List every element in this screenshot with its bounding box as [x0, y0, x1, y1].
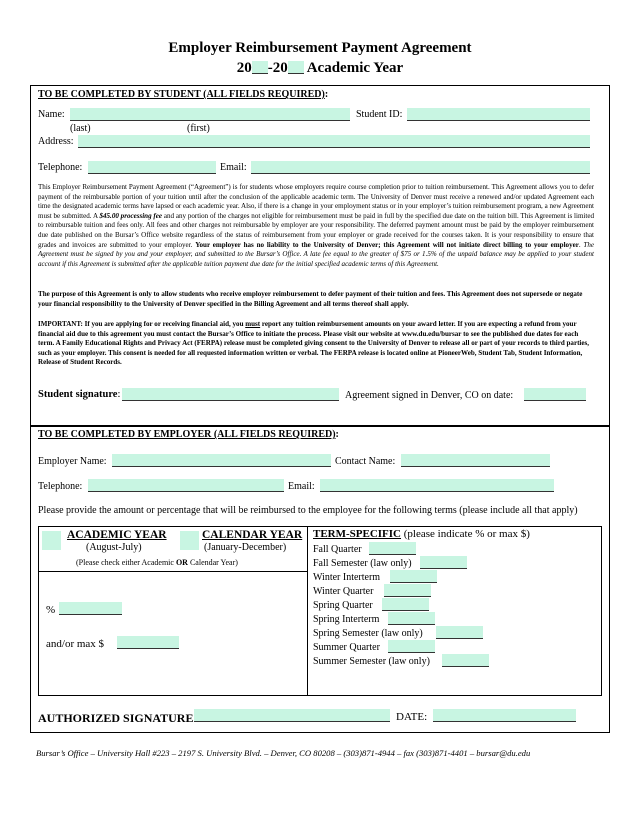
authorized-signature-label: AUTHORIZED SIGNATURE [38, 711, 194, 725]
term-row-winter-interterm: Winter Interterm [313, 572, 381, 583]
term-row-spring-interterm: Spring Interterm [313, 614, 380, 625]
year-check-note: (Please check either Academic OR Calendar Year) [76, 558, 238, 567]
term-specific-heading: TERM-SPECIFIC (please indicate % or max $) [313, 528, 530, 540]
fall-semester-field[interactable] [420, 556, 467, 569]
spring-quarter-field[interactable] [382, 598, 429, 611]
year-header-divider [38, 571, 308, 572]
term-row-fall-quarter: Fall Quarter [313, 544, 362, 555]
purpose-paragraph: The purpose of this Agreement is only to allow students who receive employer reimbursement to defer payment of their tuition and fees. This Agreement does not supersede or negate your financial responsibility to the University of Denver specified in the Billing Agreement and all terms thereof shall apply. [38, 290, 583, 308]
signed-date-field[interactable] [524, 388, 586, 401]
annual-percent-field[interactable] [59, 602, 122, 615]
student-telephone-field[interactable] [88, 161, 216, 174]
agreement-paragraph: This Employer Reimbursement Payment Agreement (“Agreement”) is for students whose employers require course completion prior to tuition reimbursement. This Agreement allows you to defer payment of the reimbursable portion of your tuition until after the conclusion of the applicable academic term. The University of Denver must receive a renewed and/or updated Agreement each time the designated academic terms have lapsed or each academic year. Also, if there is a change in your employment status or in your employer’s tuition reimbursement program, a new Agreement must be submitted. A $45.00 processing fee and any portion of the charges not eligible for reimbursement must be paid in full by the specified due date on the tuition bill. This Agreement is limited to reimbursable tuition and fees only. All fees and other charges not reimbursable by employer are your responsibility. The deferred payment amount must be paid by the employer reimbursement due date published on the Bursar’s Office website regardless of the status of reimbursement from your employer or grade received for the courses taken. It is your responsibility to ensure that grades and invoices are submitted to your employer. Your employer has no liability to the University of Denver; this Agreement will not initiate direct billing to your employer. The Agreement must be signed by you and your employer, and submitted to the Bursar’s Office. A late fee equal to the greater of $75 or 1.5% of the unpaid balance may be applied to your student account if this Agreement is submitted after the applicable tuition payment due date for the initial specified academic terms of this Agreement. [38, 183, 594, 268]
academic-year-heading [0, 60, 640, 77]
fall-quarter-field[interactable] [369, 542, 416, 555]
annual-max-field[interactable] [117, 636, 179, 649]
important-paragraph: IMPORTANT: If you are applying for or receiving financial aid, you must report any tuition reimbursement amounts on your award letter. If you are expecting a refund from your financial aid due to this agreement you must contact the Bursar’s Office to initiate the process. Please visit our website at www.du.edu/bursar to see the published due dates for each term. A Family Educational Rights and Privacy Act (FERPA) release must be completed giving consent to the University of Denver to release all or part of your records to third parties, such as your employer. This consent is needed for all requested information written or verbal. The FERPA release is located online at PioneerWeb, Student Tab, Student Information, Release of Student Records. [38, 320, 590, 367]
table-divider [307, 526, 308, 696]
employer-name-label: Employer Name: [38, 456, 107, 467]
employer-telephone-field[interactable] [88, 479, 284, 492]
spring-interterm-field[interactable] [388, 612, 435, 625]
authorized-date-label: DATE: [396, 711, 428, 723]
term-row-fall-semester: Fall Semester (law only) [313, 558, 412, 569]
winter-interterm-field[interactable] [390, 570, 437, 583]
employer-telephone-label: Telephone: [38, 481, 83, 492]
year-mid: -20 [267, 60, 288, 76]
address-field[interactable] [78, 135, 590, 148]
first-name-hint: (first) [187, 123, 210, 134]
academic-year-label: ACADEMIC YEAR [67, 529, 167, 541]
address-label: Address: [38, 136, 74, 147]
telephone-label: Telephone: [38, 162, 83, 173]
academic-year-range: (August-July) [86, 542, 142, 553]
student-email-field[interactable] [251, 161, 590, 174]
employer-email-field[interactable] [320, 479, 554, 492]
student-signature-field[interactable] [122, 388, 339, 401]
student-section-title: TO BE COMPLETED BY STUDENT (ALL FIELDS REQUIRED): [38, 89, 329, 100]
signed-date-label: Agreement signed in Denver, CO on date: [345, 390, 514, 401]
email-label: Email: [220, 162, 247, 173]
term-row-winter-quarter: Winter Quarter [313, 586, 374, 597]
term-row-spring-semester: Spring Semester (law only) [313, 628, 423, 639]
student-signature-label: Student signature: [38, 389, 121, 400]
spring-semester-field[interactable] [436, 626, 483, 639]
summer-semester-field[interactable] [442, 654, 489, 667]
authorized-date-field[interactable] [433, 709, 576, 722]
academic-year-checkbox[interactable] [42, 531, 61, 550]
percent-label: % [46, 604, 56, 616]
authorized-signature-field[interactable] [194, 709, 390, 722]
calendar-year-checkbox[interactable] [180, 531, 199, 550]
last-name-hint: (last) [70, 123, 91, 134]
contact-name-label: Contact Name: [335, 456, 396, 467]
calendar-year-range: (January-December) [204, 542, 287, 553]
year-suffix: Academic Year [306, 60, 404, 76]
employer-name-field[interactable] [112, 454, 331, 467]
winter-quarter-field[interactable] [384, 584, 431, 597]
term-row-summer-quarter: Summer Quarter [313, 642, 380, 653]
reimbursement-instructions: Please provide the amount or percentage that will be reimbursed to the employee for the following terms (please include all that apply) [38, 505, 578, 516]
calendar-year-label: CALENDAR YEAR [202, 529, 303, 541]
student-id-field[interactable] [407, 108, 590, 121]
name-label: Name: [38, 109, 65, 120]
year-prefix: 20 [236, 60, 252, 76]
employer-email-label: Email: [288, 481, 315, 492]
term-row-spring-quarter: Spring Quarter [313, 600, 373, 611]
name-field[interactable] [70, 108, 350, 121]
student-id-label: Student ID: [356, 109, 403, 120]
end-year-field[interactable] [288, 61, 304, 74]
contact-name-field[interactable] [401, 454, 550, 467]
start-year-field[interactable] [252, 61, 268, 74]
annual-max-label: and/or max $ [46, 638, 105, 650]
employer-section-title: TO BE COMPLETED BY EMPLOYER (ALL FIELDS REQUIRED): [38, 429, 339, 440]
page-title: Employer Reimbursement Payment Agreement [168, 40, 472, 56]
summer-quarter-field[interactable] [388, 640, 435, 653]
footer-contact: Bursar’s Office – University Hall #223 – 2197 S. University Blvd. – Denver, CO 80208 – (303)871-4944 – fax (303)871-4401 – bursar@du.edu [36, 748, 531, 758]
term-row-summer-semester: Summer Semester (law only) [313, 656, 430, 667]
